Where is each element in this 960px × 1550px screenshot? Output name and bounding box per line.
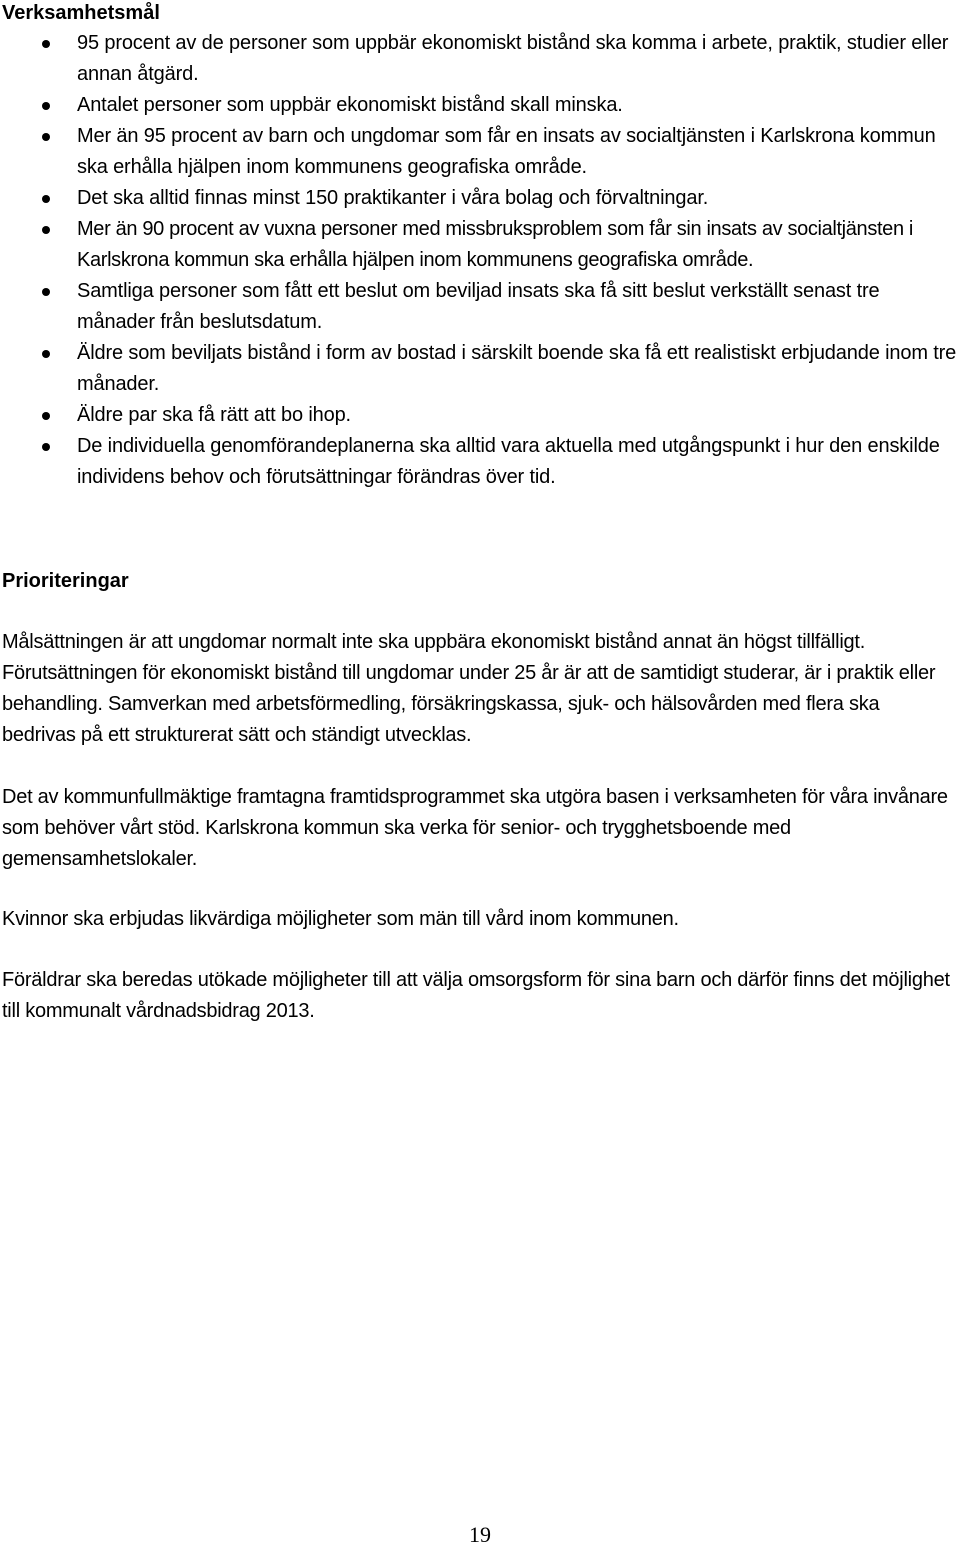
bullet-icon — [42, 226, 50, 234]
section-heading-verksamhetsmal: Verksamhetsmål — [2, 2, 160, 24]
priorities-paragraph: Kvinnor ska erbjudas likvärdiga möjligheter som män till vård inom kommunen. — [2, 908, 679, 930]
goal-item — [0, 90, 960, 121]
bullet-icon — [42, 412, 50, 420]
goal-item — [0, 431, 960, 493]
goal-text: Äldre par ska få rätt att bo ihop. — [77, 404, 351, 426]
priorities-paragraph: Målsättningen är att ungdomar normalt inte ska uppbära ekonomiskt bistånd annat än högst tillfälligt. Förutsättningen för ekonomiskt bistånd till ungdomar under 25 år är att de samtidigt studerar, är i praktik eller behandling. Samverkan med arbetsförmedling, försäkringskassa, sjuk- och hälsovården med flera ska bedrivas på ett strukturerat sätt och ständigt utvecklas. — [2, 631, 936, 746]
goal-item — [0, 400, 960, 431]
goal-text: Antalet personer som uppbär ekonomiskt bistånd skall minska. — [77, 94, 623, 116]
goal-text: Det ska alltid finnas minst 150 praktikanter i våra bolag och förvaltningar. — [77, 187, 709, 209]
goal-text: 95 procent av de personer som uppbär ekonomiskt bistånd ska komma i arbete, praktik, studier eller annan åtgärd. — [77, 32, 949, 85]
goal-item — [0, 214, 960, 276]
bullet-icon — [42, 443, 50, 451]
goal-item — [0, 121, 960, 183]
goals-list — [0, 28, 960, 493]
goal-text: Mer än 90 procent av vuxna personer med missbruksproblem som får sin insats av socialtjänsten i Karlskrona kommun ska erhålla hjälpen inom kommunens geografiska område. — [77, 218, 914, 271]
bullet-icon — [42, 133, 50, 141]
goal-text: Samtliga personer som fått ett beslut om beviljad insats ska få sitt beslut verkställt senast tre månader från beslutsdatum. — [77, 280, 880, 333]
bullet-icon — [42, 195, 50, 203]
goal-text: De individuella genomförandeplanerna ska alltid vara aktuella med utgångspunkt i hur den enskilde individens behov och förutsättningar förändras över tid. — [77, 435, 940, 488]
bullet-icon — [42, 40, 50, 48]
priorities-paragraph: Det av kommunfullmäktige framtagna framtidsprogrammet ska utgöra basen i verksamheten för våra invånare som behöver vårt stöd. Karlskrona kommun ska verka för senior- och trygghetsboende med gemensamhetslokaler. — [2, 786, 948, 870]
goal-text: Äldre som beviljats bistånd i form av bostad i särskilt boende ska få ett realistiskt erbjudande inom tre månader. — [77, 342, 957, 395]
goal-item — [0, 338, 960, 400]
goal-text: Mer än 95 procent av barn och ungdomar som får en insats av socialtjänsten i Karlskrona kommun ska erhålla hjälpen inom kommunens geografiska område. — [77, 125, 936, 178]
goal-item — [0, 276, 960, 338]
bullet-icon — [42, 288, 50, 296]
bullet-icon — [42, 102, 50, 110]
page-number: 19 — [469, 1522, 491, 1547]
goal-item — [0, 28, 960, 90]
bullet-icon — [42, 350, 50, 358]
goal-item — [0, 183, 960, 214]
priorities-paragraph: Föräldrar ska beredas utökade möjligheter till att välja omsorgsform för sina barn och därför finns det möjlighet till kommunalt vårdnadsbidrag 2013. — [2, 969, 950, 1022]
section-heading-prioriteringar: Prioriteringar — [2, 570, 129, 592]
